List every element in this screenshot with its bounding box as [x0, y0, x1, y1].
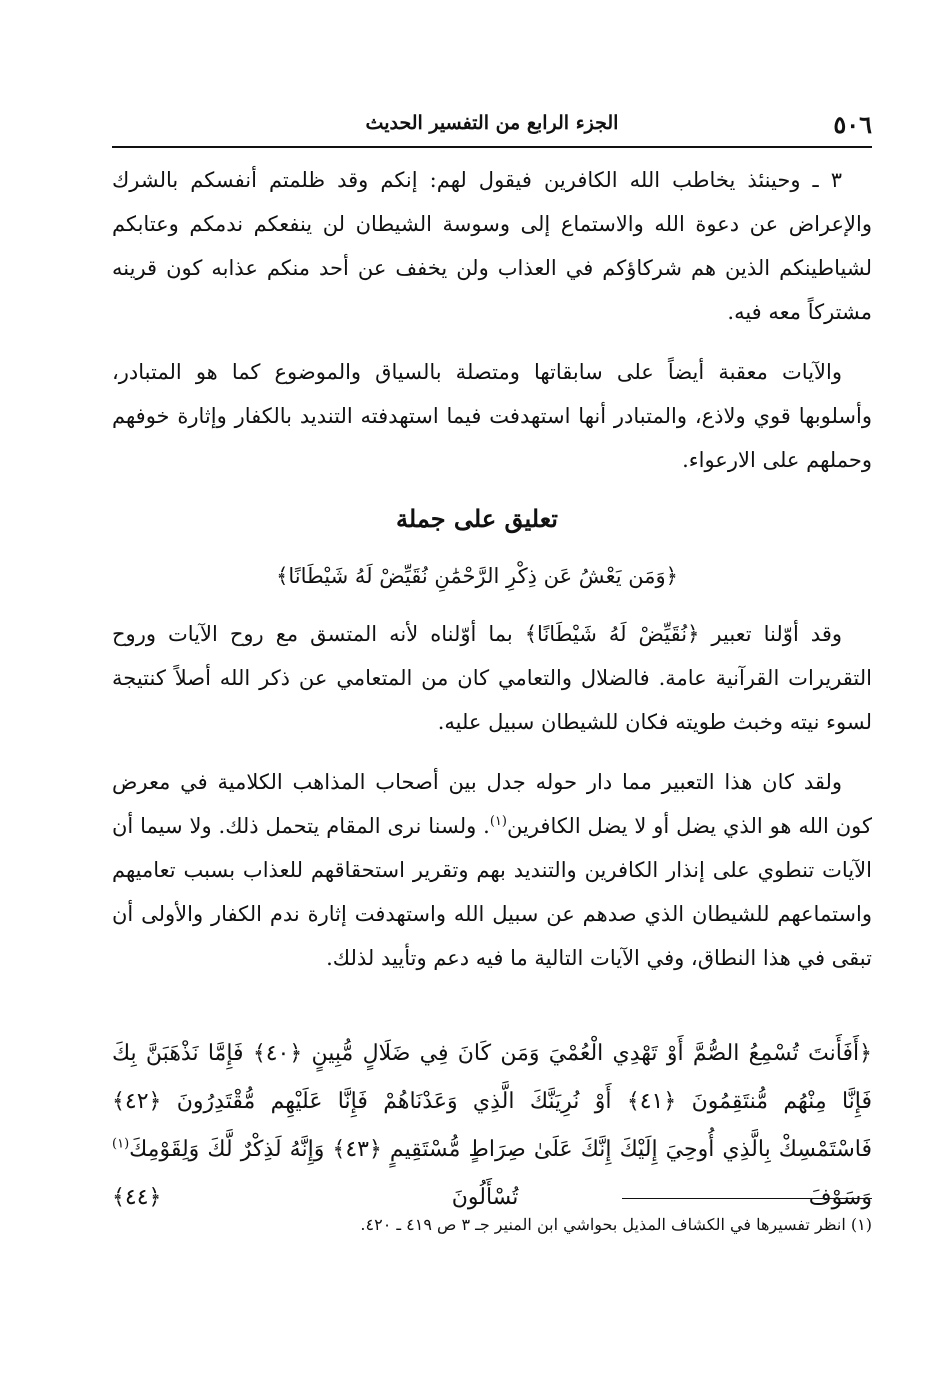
header-divider: [112, 146, 872, 148]
quran-footnote-marker: (١): [112, 1136, 130, 1152]
paragraph-4-text-b: . ولسنا نرى المقام يتحمل ذلك. ولا سيما أن الآيات تنطوي على إنذار الكافرين والتنديد بهم وتقرير استحقاقهم للعذاب بسبب تعاميهم واستماعهم للشيطان الذي صدهم عن سبيل الله واستهدفت إثارة ندم الكفار والأولى أن تبقى في هذا النطاق، وفي الآيات التالية ما فيه دعم وتأييد لذلك.: [112, 814, 872, 970]
page-header: [112, 106, 872, 146]
quran-verses: [112, 1030, 872, 1222]
section-heading-verse: ﴿وَمَن يَعْشُ عَن ذِكْرِ الرَّحْمَٰنِ نُقَيِّضْ لَهُ شَيْطَانًا﴾: [276, 564, 678, 588]
footnote: (١) انظر تفسيرها في الكشاف المذيل بحواشي ابن المنير جـ ٣ ص ٤١٩ ـ ٤٢٠.: [360, 1215, 872, 1234]
paragraph-1: ٣ ـ وحينئذ يخاطب الله الكافرين فيقول لهم: إنكم وقد ظلمتم أنفسكم بالشرك والإعراض عن دعوة الله والاستماع إلى وسوسة الشيطان لن ينفعكم ندمكم وعتابكم لشياطينكم الذين هم شركاؤكم في العذاب ولن يخفف عن أحد منكم عذابه كون قرينه مشتركاً معه فيه.: [112, 168, 872, 324]
paragraph-2: والآيات معقبة أيضاً على سابقاتها ومتصلة بالسياق والموضوع كما هو المتبادر، وأسلوبها قوي ولاذع، والمتبادر أنها استهدفت فيما استهدفته التنديد بالكفار وإثارة خوفهم وحملهم على الارعواء.: [112, 360, 872, 472]
page-number: ٥٠٦: [833, 110, 872, 139]
paragraph-4-text-a: ولقد كان هذا التعبير مما دار حوله جدل بين أصحاب المذاهب الكلامية في معرض كون الله هو الذي يضل أو لا يضل الكافرين: [112, 770, 872, 838]
paragraph-4: [112, 760, 872, 980]
footnote-divider: [622, 1198, 872, 1199]
quran-text-a: ﴿أَفَأَنتَ تُسْمِعُ الصُّمَّ أَوْ تَهْدِي الْعُمْيَ وَمَن كَانَ فِي ضَلَالٍ مُّبِينٍ ﴿٤٠﴾ فَإِمَّا نَذْهَبَنَّ بِكَ فَإِنَّا مِنْهُم مُّنتَقِمُونَ ﴿٤١﴾ أَوْ نُرِيَنَّكَ الَّذِي وَعَدْنَاهُمْ فَإِنَّا عَلَيْهِم مُّقْتَدِرُونَ ﴿٤٢﴾ فَاسْتَمْسِكْ بِالَّذِي أُوحِيَ إِلَيْكَ إِنَّكَ عَلَىٰ صِرَاطٍ مُّسْتَقِيمٍ ﴿٤٣﴾ وَإِنَّهُ لَذِكْرٌ لَّكَ وَلِقَوْمِكَ: [112, 1041, 873, 1162]
section-heading: تعليق على جملة: [396, 504, 558, 533]
main-text: [112, 158, 872, 996]
footnote-marker: (١): [489, 814, 507, 829]
paragraph-3: وقد أوّلنا تعبير ﴿نُقَيِّضْ لَهُ شَيْطَانًا﴾ بما أوّلناه لأنه المتسق مع روح الآيات وروح التقريرات القرآنية عامة. فالضلال والتعامي كان من المتعامي عن ذكر الله أصلاً كنتيجة لسوء نيته وخبث طويته فكان للشيطان سبيل عليه.: [112, 622, 872, 734]
running-title: الجزء الرابع من التفسير الحديث: [365, 112, 619, 134]
quran-text-b: وَسَوْفَ تُسْأَلُونَ ﴿٤٤﴾: [112, 1185, 872, 1210]
